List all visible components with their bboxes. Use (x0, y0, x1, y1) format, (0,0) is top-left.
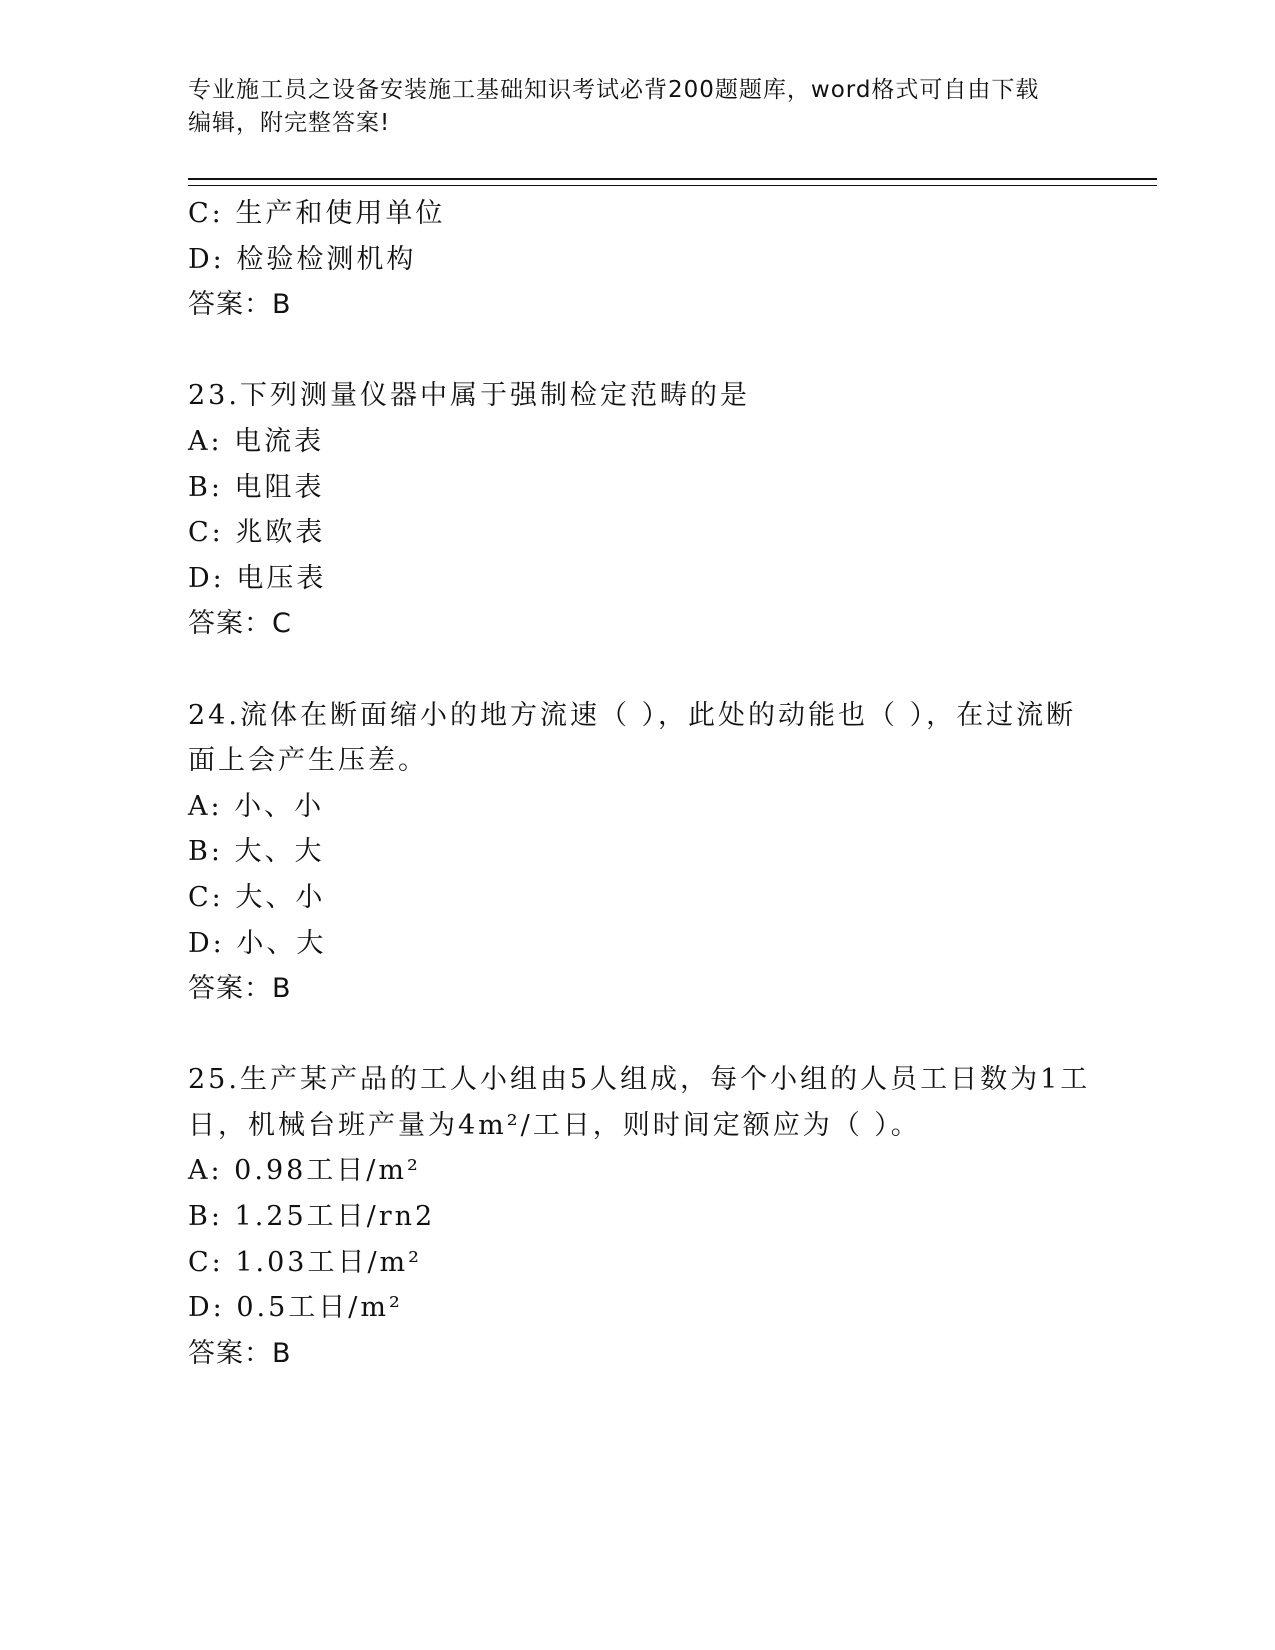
answer-line: 答案：B (188, 1337, 292, 1369)
answer-line: 答案：C (188, 608, 292, 640)
option-c: C: 兆欧表 (188, 517, 326, 549)
header-line-1: 专业施工员之设备安装施工基础知识考试必背200题题库，word格式可自由下载 (188, 77, 1040, 103)
question-stem: 23.下列测量仪器中属于强制检定范畴的是 (188, 380, 750, 412)
header-line-2: 编辑，附完整答案! (188, 110, 391, 136)
option-c: C: 生产和使用单位 (188, 198, 446, 229)
option-d: D: 检验检测机构 (188, 243, 417, 275)
question-stem-line-2: 日，机械台班产量为4m²/工日，则时间定额应为（ ）。 (188, 1109, 921, 1141)
question-22-partial (188, 191, 1088, 328)
option-b: B: 大、大 (188, 836, 325, 868)
option-b: B: 1.25工日/rn2 (188, 1201, 436, 1233)
option-a: A: 电流表 (188, 425, 325, 457)
option-c: C: 大、小 (188, 881, 326, 913)
header-divider (188, 178, 1157, 186)
option-b: B: 电阻表 (188, 471, 325, 503)
question-24 (188, 693, 1088, 1012)
question-25 (188, 1057, 1091, 1376)
option-c: C: 1.03工日/m² (188, 1246, 422, 1278)
option-d: D: 电压表 (188, 562, 327, 594)
option-d: D: 0.5工日/m² (188, 1292, 403, 1324)
question-23 (188, 373, 1088, 647)
option-a: A: 小、小 (188, 790, 325, 822)
document-header (188, 74, 1088, 140)
spacer (188, 328, 1088, 374)
spacer (188, 1012, 1088, 1058)
answer-line: 答案：B (188, 289, 292, 321)
question-stem-line-1: 25.生产某产品的工人小组由5人组成，每个小组的人员工日数为1工 (188, 1064, 1091, 1096)
question-stem-line-1: 24.流体在断面缩小的地方流速（ ），此处的动能也（ ），在过流断 (188, 699, 1077, 731)
option-a: A: 0.98工日/m² (188, 1155, 421, 1187)
spacer (188, 647, 1088, 693)
question-content (188, 191, 1091, 1376)
answer-line: 答案：B (188, 973, 292, 1005)
option-d: D: 小、大 (188, 927, 327, 959)
question-stem-line-2: 面上会产生压差。 (188, 745, 428, 777)
